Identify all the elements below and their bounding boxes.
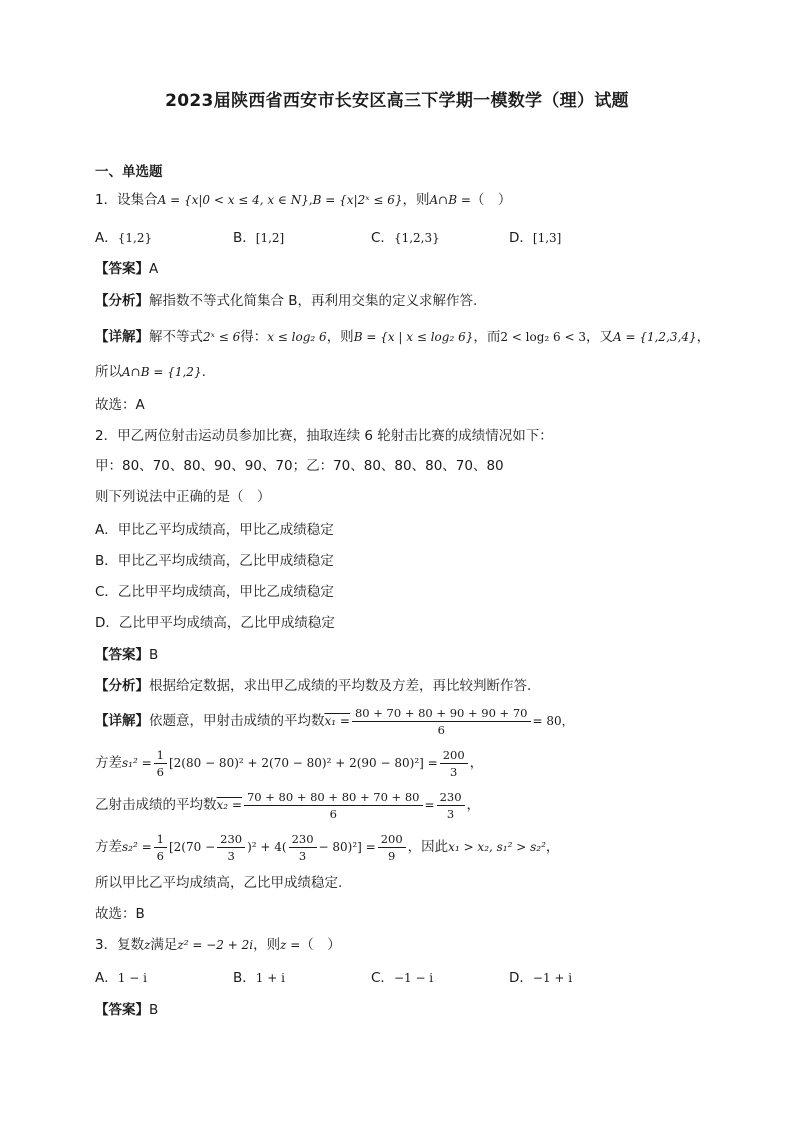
variance-symbol: s₂² = <box>122 840 152 854</box>
detail-text: . <box>201 364 206 380</box>
mean-symbol: x₂ = <box>216 798 242 812</box>
option-label: C． <box>371 970 394 986</box>
q1-expr: A∩B = <box>429 193 471 207</box>
q2-question: 则下列说法中正确的是（ ） <box>95 489 271 505</box>
answer-value: B <box>149 1002 159 1018</box>
fraction-numerator: 80 + 70 + 80 + 90 + 90 + 70 <box>352 705 531 722</box>
detail-math: x₁ > x₂, s₁² > s₂² <box>448 840 546 854</box>
detail-text: ， <box>545 839 560 855</box>
q2-option-d: D．乙比甲平均成绩高，乙比甲成绩稳定 <box>95 615 335 631</box>
q2-answer <box>95 645 158 665</box>
option-label: C． <box>371 230 394 246</box>
fraction <box>378 831 406 864</box>
detail-text: ，因此 <box>407 839 449 855</box>
detail-text: ，则 <box>326 329 354 345</box>
q1-set-b: B = {x|2ˣ ≤ 6} <box>312 193 403 207</box>
detail-math: [2(80 − 80)² + 2(70 − 80)² + 2(90 − 80)²] = <box>168 756 438 770</box>
q3-expr: z = <box>280 938 301 952</box>
fraction <box>289 831 317 864</box>
answer-tag: 【答案】 <box>95 261 149 277</box>
fraction-denominator: 9 <box>388 848 396 863</box>
detail-text: ， <box>469 755 484 771</box>
page-title: 2023届陕西省西安市长安区高三下学期一模数学（理）试题 <box>165 91 629 111</box>
detail-math: [2(70 − <box>168 840 216 854</box>
detail-text: ，而 <box>473 329 501 345</box>
detail-math: B = {x | x ≤ log₂ 6} <box>353 330 474 344</box>
option-label: D． <box>509 970 533 986</box>
q3-stem-text: ，则 <box>253 937 281 953</box>
fraction-denominator: 3 <box>298 848 307 863</box>
q1-option-a <box>95 228 152 248</box>
fraction-denominator: 3 <box>227 848 235 863</box>
detail-math: 2 < log₂ 6 < 3 <box>500 330 586 344</box>
option-label: B． <box>233 230 256 246</box>
option-label: A． <box>95 230 118 246</box>
detail-text: 方差 <box>95 755 122 771</box>
q2-scores: 甲：80、70、80、90、90、70；乙：70、80、80、80、70、80 <box>95 458 504 474</box>
q1-answer <box>95 259 158 279</box>
q3-answer <box>95 1000 158 1020</box>
q1-option-b <box>233 228 284 248</box>
q1-stem-post: ，则 <box>402 192 430 208</box>
analysis-tag: 【分析】 <box>95 678 149 694</box>
fraction <box>352 705 531 738</box>
mean-symbol: x₁ = <box>324 714 350 728</box>
answer-tag: 【答案】 <box>95 647 149 663</box>
detail-math: = 80， <box>532 714 574 728</box>
q1-analysis <box>95 291 477 311</box>
q3-var: z <box>144 938 151 952</box>
fraction <box>437 789 465 822</box>
q3-stem <box>95 935 341 955</box>
q3-option-b <box>233 968 285 988</box>
q2-detail-line1 <box>95 703 574 739</box>
q3-option-a <box>95 968 147 988</box>
detail-text: 解不等式 <box>149 329 203 345</box>
detail-math: x ≤ log₂ 6 <box>267 330 327 344</box>
q1-stem <box>95 190 511 210</box>
option-value: 1 + i <box>255 971 285 985</box>
q3-equation: z² = −2 + 2i <box>177 938 254 952</box>
fraction-numerator: 1 <box>154 831 167 848</box>
option-value: 1 − i <box>117 971 147 985</box>
fraction-numerator: 230 <box>217 831 245 848</box>
fraction-denominator: 6 <box>329 806 337 821</box>
detail-text: ， <box>466 797 481 813</box>
q1-set-sep: , <box>308 193 313 207</box>
option-value: {1,2} <box>117 231 153 245</box>
q1-stem-text: 1．设集合 <box>95 192 158 208</box>
option-value: −1 − i <box>393 971 434 985</box>
q2-detail-line4 <box>95 829 559 865</box>
detail-text: ， <box>696 329 711 345</box>
detail-text: 方差 <box>95 839 122 855</box>
q2-analysis <box>95 676 531 696</box>
q2-conclusion: 所以甲比乙平均成绩高，乙比甲成绩稳定. <box>95 875 343 891</box>
fraction-numerator: 230 <box>437 789 465 806</box>
fraction-denominator: 6 <box>156 848 164 863</box>
fraction <box>154 831 167 864</box>
option-label: D． <box>509 230 533 246</box>
q2-option-a: A．甲比乙平均成绩高，甲比乙成绩稳定 <box>95 522 334 538</box>
variance-symbol: s₁² = <box>122 756 152 770</box>
detail-math: − 80)²] = <box>318 840 376 854</box>
q3-option-c <box>371 968 433 988</box>
analysis-tag: 【分析】 <box>95 293 149 309</box>
analysis-text: 根据给定数据，求出甲乙成绩的平均数及方差，再比较判断作答. <box>149 678 532 694</box>
fraction <box>440 747 468 780</box>
detail-math: A∩B = {1,2} <box>122 365 202 379</box>
fraction-numerator: 200 <box>440 747 468 764</box>
q2-detail-line3 <box>95 787 480 823</box>
q1-option-d <box>509 228 561 248</box>
fraction-denominator: 3 <box>450 764 458 779</box>
fraction-denominator: 6 <box>437 722 445 737</box>
fraction-denominator: 6 <box>156 764 164 779</box>
q2-detail-line2 <box>95 745 483 781</box>
fraction-numerator: 230 <box>289 831 317 848</box>
option-label: B． <box>233 970 256 986</box>
detail-tag: 【详解】 <box>95 713 149 729</box>
fraction <box>244 789 423 822</box>
option-value: −1 + i <box>532 971 573 985</box>
q1-detail-line1 <box>95 327 710 347</box>
answer-value: B <box>149 647 159 663</box>
q1-detail-line2 <box>95 362 206 382</box>
q3-stem-text: 3．复数 <box>95 937 145 953</box>
q2-option-c: C．乙比甲平均成绩高，甲比乙成绩稳定 <box>95 584 334 600</box>
fraction-denominator: 3 <box>446 806 455 821</box>
option-value: {1,2,3} <box>393 231 440 245</box>
option-value: [1,3] <box>532 231 562 245</box>
q2-stem: 2．甲乙两位射击运动员参加比赛，抽取连续 6 轮射击比赛的成绩情况如下： <box>95 428 553 444</box>
answer-tag: 【答案】 <box>95 1002 149 1018</box>
fraction <box>154 747 167 780</box>
option-label: A． <box>95 970 118 986</box>
detail-math: 2ˣ ≤ 6 <box>203 330 241 344</box>
fraction-numerator: 70 + 80 + 80 + 80 + 70 + 80 <box>244 789 423 806</box>
q1-choose: 故选：A <box>95 397 145 413</box>
q3-stem-text: 满足 <box>150 937 178 953</box>
q2-choose: 故选：B <box>95 906 145 922</box>
fraction-numerator: 1 <box>154 747 167 764</box>
detail-text: 乙射击成绩的平均数 <box>95 797 217 813</box>
detail-tag: 【详解】 <box>95 329 149 345</box>
answer-value: A <box>149 261 159 277</box>
section-heading: 一、单选题 <box>95 164 163 180</box>
detail-text: 得： <box>240 329 268 345</box>
detail-math: )² + 4( <box>247 840 287 854</box>
detail-math: = <box>424 798 435 812</box>
detail-math: A = {1,2,3,4} <box>613 330 697 344</box>
detail-text: 所以 <box>95 364 122 380</box>
detail-text: ，又 <box>586 329 613 345</box>
q3-paren: （ ） <box>300 937 341 953</box>
fraction-numerator: 200 <box>378 831 406 848</box>
q1-set-a: A = {x|0 < x ≤ 4, x ∈ N} <box>157 193 309 207</box>
option-value: [1,2] <box>255 231 285 245</box>
q2-option-b: B．甲比乙平均成绩高，乙比甲成绩稳定 <box>95 553 334 569</box>
q1-option-c <box>371 228 440 248</box>
analysis-text: 解指数不等式化简集合 B，再利用交集的定义求解作答. <box>149 293 478 309</box>
q3-option-d <box>509 968 572 988</box>
fraction <box>217 831 245 864</box>
detail-text: 依题意，甲射击成绩的平均数 <box>149 713 325 729</box>
q1-paren: （ ） <box>470 192 512 208</box>
